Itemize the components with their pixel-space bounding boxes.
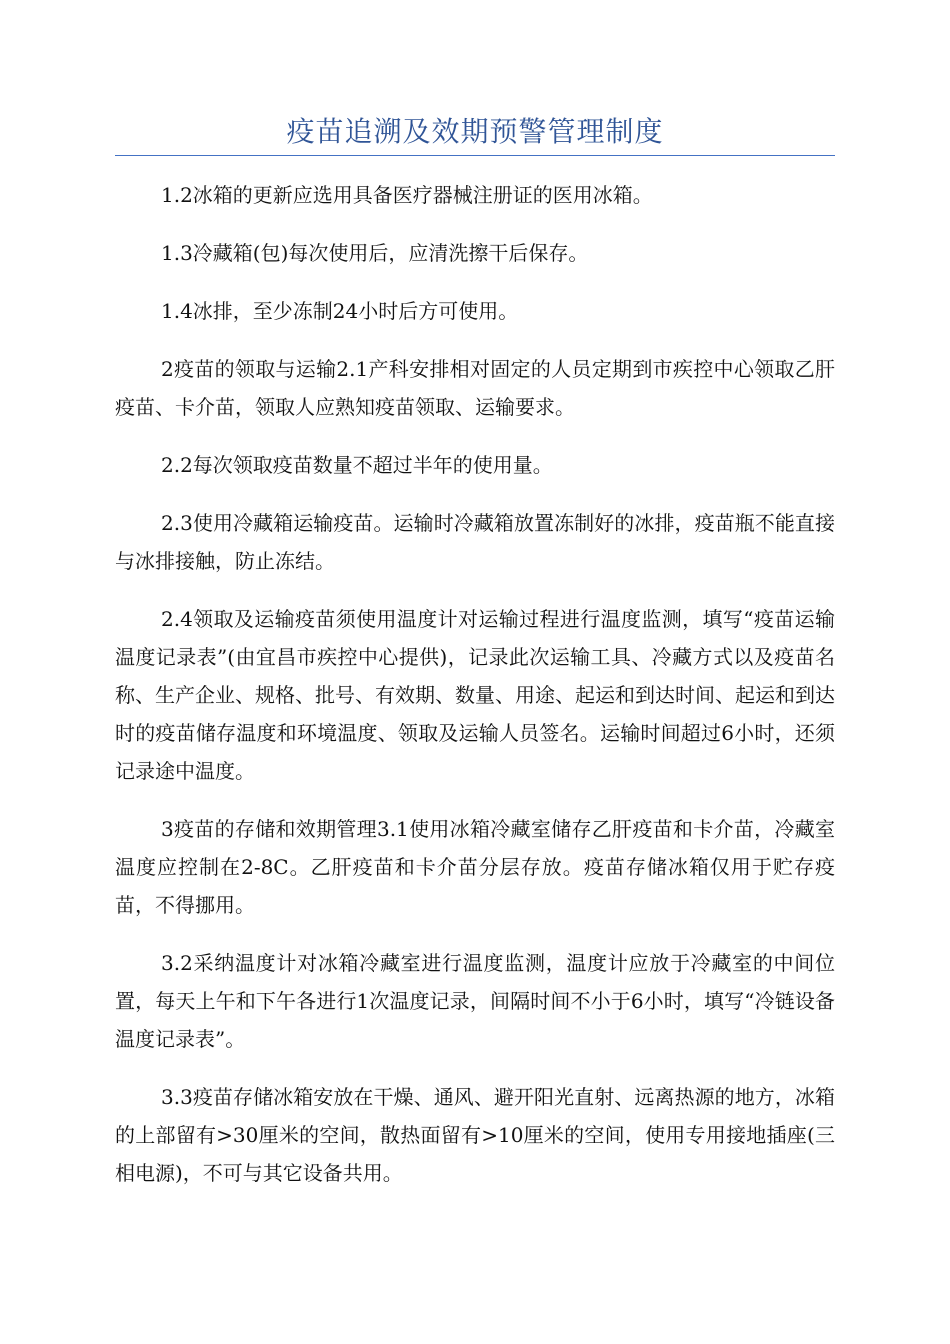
paragraph-2-3: 2.3使用冷藏箱运输疫苗。运输时冷藏箱放置冻制好的冰排，疫苗瓶不能直接与冰排接触，防止冻结。 (115, 511, 835, 573)
paragraph-1-2: 1.2冰箱的更新应选用具备医疗器械注册证的医用冰箱。 (161, 183, 653, 207)
title-underline (115, 155, 835, 156)
paragraph-1-4: 1.4冰排，至少冻制24小时后方可使用。 (161, 299, 519, 323)
document-title: 疫苗追溯及效期预警管理制度 (286, 115, 664, 148)
paragraph-3-2: 3.2采纳温度计对冰箱冷藏室进行温度监测，温度计应放于冷藏室的中间位置，每天上午和下午各进行1次温度记录，间隔时间不小于6小时，填写“冷链设备温度记录表”。 (115, 951, 835, 1051)
paragraph-3-3: 3.3疫苗存储冰箱安放在干燥、通风、避开阳光直射、远离热源的地方，冰箱的上部留有>30厘米的空间，散热面留有>10厘米的空间，使用专用接地插座(三相电源)，不可与其它设备共用。 (115, 1085, 835, 1185)
document-body (115, 176, 835, 1212)
paragraph-1-3: 1.3冷藏箱(包)每次使用后，应清洗擦干后保存。 (161, 241, 589, 265)
paragraph-2-2: 2.2每次领取疫苗数量不超过半年的使用量。 (161, 453, 553, 477)
paragraph-2-4: 2.4领取及运输疫苗须使用温度计对运输过程进行温度监测，填写“疫苗运输温度记录表”(由宜昌市疾控中心提供)，记录此次运输工具、冷藏方式以及疫苗名称、生产企业、规格、批号、有效期、数量、用途、起运和到达时间、起运和到达时的疫苗储存温度和环境温度、领取及运输人员签名。运输时间超过6小时，还须记录途中温度。 (115, 607, 835, 783)
paragraph-3-1: 3疫苗的存储和效期管理3.1使用冰箱冷藏室储存乙肝疫苗和卡介苗，冷藏室温度应控制在2-8C。乙肝疫苗和卡介苗分层存放。疫苗存储冰箱仅用于贮存疫苗，不得挪用。 (115, 817, 835, 917)
paragraph-2-1: 2疫苗的领取与运输2.1产科安排相对固定的人员定期到市疾控中心领取乙肝疫苗、卡介苗，领取人应熟知疫苗领取、运输要求。 (115, 357, 835, 419)
